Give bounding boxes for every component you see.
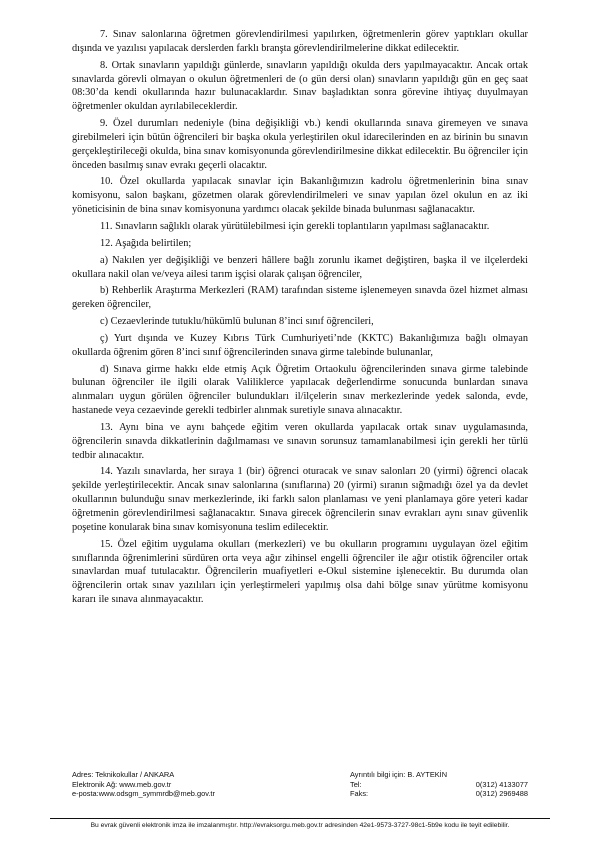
- paragraph-item-13: 13. Aynı bina ve aynı bahçede eğitim veren okullarda yapılacak ortak sınav uygulamasında, öğrencilerin sınavda dikkatlerinin dağılmaması ve sınavın sorunsuz tamamlanabilmesi için gerekli her türlü tedbir alınacaktır.: [72, 421, 528, 461]
- footer-right: [350, 770, 528, 799]
- footer-fax: 0(312) 2969488: [475, 789, 528, 799]
- footer-tel-label: Tel:: [350, 779, 362, 789]
- paragraph-item-15: 15. Özel eğitim uygulama okulları (merkezleri) ve bu okulların programını uygulayan özel eğitim sınıflarında öğrenimlerini sürdüren orta veya ağır zihinsel engelli öğrenciler ile ağır otistik öğrenciler ortak sınavlardan muaf tutulacaktır. Öğrencilerin muafiyetleri e-Okul sistemine işlenecektir. Bu durumda olan öğrencilerin ortak sınav yazılıları için yerleştirmeleri yapılmış olsa dahi bölge sınav yürütme komisyonu kararı ile sınava alınmayacaktır.: [72, 538, 528, 606]
- paragraph-sub-cc: ç) Yurt dışında ve Kuzey Kıbrıs Türk Cumhuriyeti’nde (KKTC) Bakanlığımıza bağlı olmayan okullarda öğrenim gören 8’inci sınıf öğrencilerinden sınava girme talebinde bulunanlar,: [72, 332, 528, 358]
- paragraph-item-11: 11. Sınavların sağlıklı olarak yürütülebilmesi için gerekli toplantıların yapılması sağlanacaktır.: [100, 220, 490, 232]
- paragraph-item-14: 14. Yazılı sınavlarda, her sıraya 1 (bir) öğrenci oturacak ve sınav salonları 20 (yirmi) öğrenci olacak şekilde yerleştirilecektir. Ancak sınav salonlarına (sınıflarına) 20 (yirmi) sıranın sığmadığı özel ya da devlet okullarının bulunduğu sınav merkezlerinde, iki farklı salon planlaması ve yeni planlamaya göre yeteri kadar öğretmenin görevlendirilmesi sağlanacaktır. Sınava girecek öğrencilerin sınav evrakları aynı sınav güvenlik poşetine konularak bina sınav komisyonuna teslim edilecektir.: [72, 466, 528, 533]
- paragraph-sub-b: b) Rehberlik Araştırma Merkezleri (RAM) tarafından sisteme işlenemeyen sınavda özel hizmet alması gereken öğrenciler,: [72, 285, 528, 311]
- paragraph-sub-a: a) Nakılen yer değişikliği ve benzeri hâllere bağlı zorunlu ikamet değiştiren, başka il ve ilçelerdeki okullara nakil olan ve/veya ailesi tarım işçisi olarak çalışan öğrenciler,: [72, 254, 528, 280]
- paragraph-item-12: 12. Aşağıda belirtilen;: [100, 237, 192, 249]
- footer-tel-row: [350, 780, 528, 790]
- footer-fax-label: Faks:: [350, 789, 369, 799]
- paragraph-item-10: 10. Özel okullarda yapılacak sınavlar için Bakanlığımızın kadrolu öğretmenlerinin bina sınav komisyonu, salon başkanı, gözetmen olarak görevlendirilmeleri ve sınav yapılan özel okulun en az iki yöneticisinin de bina sınav komisyonuna yardımcı olacak şekilde binada bulunması sağlanacaktır.: [72, 176, 528, 216]
- footer-divider: [50, 818, 550, 819]
- footer-web: Elektronik Ağ: www.meb.gov.tr: [72, 779, 172, 789]
- paragraph-item-7: 7. Sınav salonlarına öğretmen görevlendirilmesi yapılırken, öğretmenlerin görev yaptıkları okullar dışında ve yazılısı yapılacak derslerden farklı branşta görevlendirilmelerine dikkat edilecektir.: [72, 29, 528, 54]
- footer-tel: 0(312) 4133077: [475, 779, 528, 789]
- footer-contact-person: Ayrıntılı bilgi için: B. AYTEKİN: [350, 770, 448, 779]
- footer-email: e-posta:www.odsgm_symmrdb@meb.gov.tr: [72, 789, 215, 799]
- paragraph-sub-d: d) Sınava girme hakkı elde etmiş Açık Öğretim Ortaokulu öğrencilerinden sınava girme talebinde bulunan öğrenciler ile ilgili olarak Valiliklerce yapılacak değerlendirme sonucunda bunlardan sınava alınmaları uygun görülen öğrenciler bulundukları il/ilçelerin sınav merkezlerinde yedek salonda, evde, hastanede veya cezaevinde gerekli tedbirler alınmak suretiyle sınava alınacaktır.: [72, 363, 528, 417]
- paragraph-item-8: 8. Ortak sınavların yapıldığı günlerde, sınavların yapıldığı okulda ders yapılmayacaktır. Ancak ortak sınavlarda görevli olmayan o okulun öğretmenleri de (o gün dersi olan) sınavların yapıldığı gün en geç saat 08:30’da kendi okullarında hazır bulunacaklardır. Sınav başladıktan sonra görevine ihtiyaç duyulmayan öğretmenler okuldan ayrılabileceklerdir.: [72, 59, 528, 113]
- document-body: [72, 28, 528, 610]
- footer-verification-text: Bu evrak güvenli elektronik imza ile imzalanmıştır. http://evraksorgu.meb.gov.tr adresinden 42e1-9573-3727-98c1-5b9e kodu ile teyit edilebilir.: [90, 822, 510, 829]
- paragraph-item-9: 9. Özel durumları nedeniyle (bina değişikliği vb.) kendi okullarında sınava giremeyen ve sınava girebilmeleri için bütün öğrencileri bir başka okula yerleştirilen okul idarecilerinden en az birinin bu sınavın gerçekleştirileceği okulda, bina sınav komisyonunda görevlendirilmesine dikkat edilecektir. Bu öğrenciler için önceden basılmış sınav evrakı geçerli olacaktır.: [72, 118, 528, 171]
- footer-address: Adres: Teknikokullar / ANKARA: [72, 770, 175, 779]
- footer-left: [72, 770, 292, 799]
- footer-fax-row: [350, 789, 528, 799]
- paragraph-sub-c: c) Cezaevlerinde tutuklu/hükümlü bulunan 8’inci sınıf öğrencileri,: [100, 316, 374, 328]
